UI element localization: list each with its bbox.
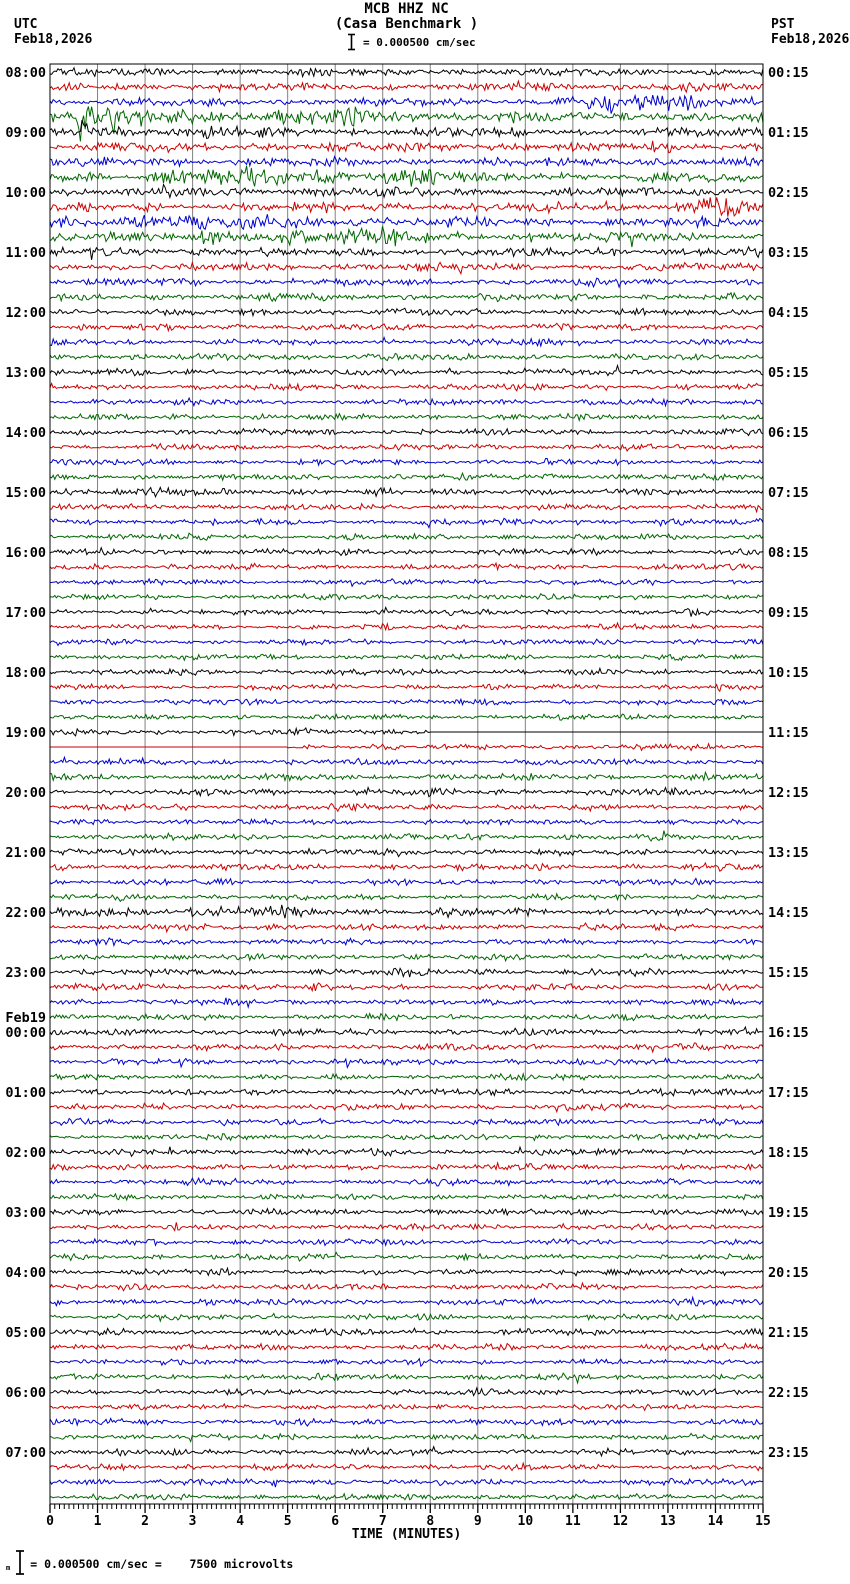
pst-label: 12:15 — [768, 785, 809, 801]
trace-row — [50, 968, 763, 977]
trace-row — [50, 429, 763, 436]
pst-label: 14:15 — [768, 905, 809, 921]
trace-row — [50, 1103, 763, 1112]
footer-scale-bar-icon — [15, 1549, 25, 1576]
trace-row — [50, 81, 763, 92]
trace-row — [50, 414, 763, 421]
utc-hour-labels — [5, 65, 46, 1461]
seismic-traces — [50, 68, 763, 1500]
trace-row — [50, 120, 763, 138]
trace-row — [50, 504, 763, 512]
pst-label: 09:15 — [768, 605, 809, 621]
trace-row — [50, 353, 763, 360]
trace-row — [50, 1059, 763, 1068]
trace-row — [50, 366, 763, 376]
pst-label: 10:15 — [768, 665, 809, 681]
trace-row — [50, 1222, 763, 1230]
trace-row — [50, 1494, 763, 1500]
pst-label: 20:15 — [768, 1265, 809, 1281]
utc-label: 18:00 — [5, 665, 46, 681]
trace-row — [50, 1463, 763, 1470]
trace-row — [50, 141, 763, 153]
pst-tz-label: PST — [771, 17, 795, 32]
trace-row — [50, 744, 763, 751]
pst-label: 05:15 — [768, 365, 809, 381]
trace-row — [50, 1014, 763, 1021]
axis-tick-label: 4 — [236, 1514, 245, 1529]
trace-row — [50, 954, 763, 961]
trace-row — [50, 185, 763, 198]
trace-row — [50, 1134, 763, 1141]
axis-tick-label: 13 — [660, 1514, 676, 1529]
trace-row — [50, 819, 763, 825]
pst-label: 17:15 — [768, 1085, 809, 1101]
trace-row — [50, 1447, 763, 1456]
trace-row — [50, 548, 763, 556]
trace-row — [50, 1268, 763, 1276]
axis-title: TIME (MINUTES) — [351, 1527, 462, 1542]
trace-row — [50, 579, 763, 587]
utc-label: 22:00 — [5, 905, 46, 921]
footer-scale-note — [6, 1549, 293, 1576]
axis-tick-label: 5 — [283, 1514, 292, 1529]
trace-row — [50, 654, 763, 660]
trace-row — [50, 95, 763, 114]
pst-label: 18:15 — [768, 1145, 809, 1161]
trace-row — [50, 1252, 763, 1261]
trace-row — [50, 1118, 763, 1126]
utc-label: 03:00 — [5, 1205, 46, 1221]
trace-row — [50, 831, 763, 841]
trace-row — [50, 905, 763, 918]
trace-row — [50, 1043, 763, 1052]
trace-row — [50, 623, 763, 630]
pst-hour-labels — [768, 65, 809, 1461]
date-break-label: Feb19 — [5, 1010, 46, 1026]
pst-label: 11:15 — [768, 725, 809, 741]
axis-tick-label: 8 — [426, 1514, 435, 1529]
trace-row — [50, 699, 763, 705]
trace-row — [50, 594, 763, 600]
axis-tick-label: 1 — [93, 1514, 102, 1529]
utc-label: 23:00 — [5, 965, 46, 981]
trace-row — [50, 1027, 763, 1036]
trace-row — [50, 1074, 763, 1080]
trace-row — [50, 668, 763, 675]
trace-row — [50, 983, 763, 991]
trace-row — [50, 1089, 763, 1096]
page-title: MCB HHZ NC — [364, 1, 449, 17]
trace-row — [50, 383, 763, 390]
utc-label: 20:00 — [5, 785, 46, 801]
utc-label: 16:00 — [5, 545, 46, 561]
utc-label: 14:00 — [5, 425, 46, 441]
utc-label: 01:00 — [5, 1085, 46, 1101]
axis-tick-label: 11 — [565, 1514, 581, 1529]
trace-row — [50, 398, 763, 406]
trace-row — [50, 444, 763, 451]
trace-row — [50, 226, 763, 247]
trace-row — [50, 563, 763, 570]
trace-row — [50, 923, 763, 932]
trace-row — [50, 772, 763, 780]
trace-row — [50, 68, 763, 77]
trace-row — [50, 323, 763, 330]
trace-row — [50, 262, 763, 273]
utc-label: 08:00 — [5, 65, 46, 81]
trace-row — [50, 278, 763, 287]
trace-row — [50, 107, 763, 142]
trace-row — [50, 293, 763, 302]
axis-tick-label: 10 — [517, 1514, 534, 1529]
pst-date: Feb18,2026 — [771, 32, 850, 47]
utc-date: Feb18,2026 — [14, 32, 93, 47]
pst-label: 07:15 — [768, 485, 809, 501]
axis-tick-label: 14 — [707, 1514, 724, 1529]
pst-label: 06:15 — [768, 425, 809, 441]
trace-row — [50, 757, 763, 765]
trace-row — [50, 714, 763, 720]
trace-row — [50, 1478, 763, 1487]
trace-row — [50, 308, 763, 315]
pst-label: 22:15 — [768, 1385, 809, 1401]
utc-label: 10:00 — [5, 185, 46, 201]
pst-label: 15:15 — [768, 965, 809, 981]
trace-row — [50, 1373, 763, 1383]
utc-label: 05:00 — [5, 1325, 46, 1341]
trace-row — [50, 1283, 763, 1291]
trace-row — [50, 247, 763, 260]
trace-row — [50, 1147, 763, 1157]
trace-row — [50, 1163, 763, 1170]
station-subtitle: (Casa Benchmark ) — [334, 16, 479, 32]
trace-row — [50, 157, 763, 167]
trace-row — [50, 1344, 763, 1351]
utc-label: 13:00 — [5, 365, 46, 381]
trace-row — [50, 998, 763, 1007]
axis-tick-label: 0 — [46, 1514, 54, 1529]
trace-row — [50, 518, 763, 527]
trace-row — [50, 473, 763, 480]
trace-row — [50, 863, 763, 871]
pst-label: 04:15 — [768, 305, 809, 321]
trace-row — [50, 728, 763, 736]
pst-label: 02:15 — [768, 185, 809, 201]
trace-row — [50, 1297, 763, 1306]
axis-tick-label: 3 — [188, 1514, 197, 1529]
axis-tick-label: 6 — [331, 1514, 340, 1529]
utc-label: 06:00 — [5, 1385, 46, 1401]
trace-row — [50, 684, 763, 691]
trace-row — [50, 487, 763, 496]
utc-label: 11:00 — [5, 245, 46, 261]
axis-tick-label: 9 — [473, 1514, 482, 1529]
pst-label: 21:15 — [768, 1325, 809, 1341]
trace-row — [50, 1433, 763, 1441]
trace-row — [50, 938, 763, 946]
utc-label: 21:00 — [5, 845, 46, 861]
utc-label: 07:00 — [5, 1445, 46, 1461]
time-axis — [46, 1504, 771, 1542]
pst-label: 03:15 — [768, 245, 809, 261]
trace-row — [50, 639, 763, 645]
trace-row — [50, 1314, 763, 1322]
utc-label: 04:00 — [5, 1265, 46, 1281]
trace-row — [50, 1418, 763, 1426]
trace-row — [50, 804, 763, 812]
utc-label: 19:00 — [5, 725, 46, 741]
pst-label: 13:15 — [768, 845, 809, 861]
trace-row — [50, 214, 763, 229]
trace-row — [50, 788, 763, 797]
footer-note: = 0.000500 cm/sec = 7500 microvolts — [30, 1557, 294, 1571]
trace-row — [50, 1388, 763, 1396]
utc-label: 02:00 — [5, 1145, 46, 1161]
utc-label: 00:00 — [5, 1025, 46, 1041]
scale-label: = 0.000500 cm/sec — [363, 35, 476, 49]
pst-label: 23:15 — [768, 1445, 809, 1461]
axis-tick-label: 7 — [378, 1514, 387, 1529]
trace-row — [50, 1359, 763, 1367]
trace-row — [50, 1194, 763, 1200]
pst-label: 19:15 — [768, 1205, 809, 1221]
trace-row — [50, 849, 763, 857]
trace-row — [50, 197, 763, 216]
utc-label: 17:00 — [5, 605, 46, 621]
trace-row — [50, 338, 763, 347]
trace-row — [50, 1178, 763, 1186]
axis-tick-label: 15 — [755, 1514, 771, 1529]
pst-label: 08:15 — [768, 545, 809, 561]
trace-row — [50, 607, 763, 616]
utc-tz-label: UTC — [14, 17, 38, 32]
pst-label: 00:15 — [768, 65, 809, 81]
trace-row — [50, 1209, 763, 1216]
axis-tick-label: 12 — [612, 1514, 629, 1529]
axis-tick-label: 2 — [141, 1514, 149, 1529]
trace-row — [50, 1404, 763, 1410]
trace-row — [50, 533, 763, 540]
utc-label: 12:00 — [5, 305, 46, 321]
trace-row — [50, 894, 763, 902]
footer-scale-prefix: m — [6, 1564, 11, 1572]
trace-row — [50, 1328, 763, 1335]
trace-row — [50, 166, 763, 187]
trace-row — [50, 1239, 763, 1246]
pst-label: 01:15 — [768, 125, 809, 141]
utc-label: 09:00 — [5, 125, 46, 141]
utc-label: 15:00 — [5, 485, 46, 501]
trace-row — [50, 878, 763, 885]
pst-label: 16:15 — [768, 1025, 809, 1041]
trace-row — [50, 459, 763, 466]
